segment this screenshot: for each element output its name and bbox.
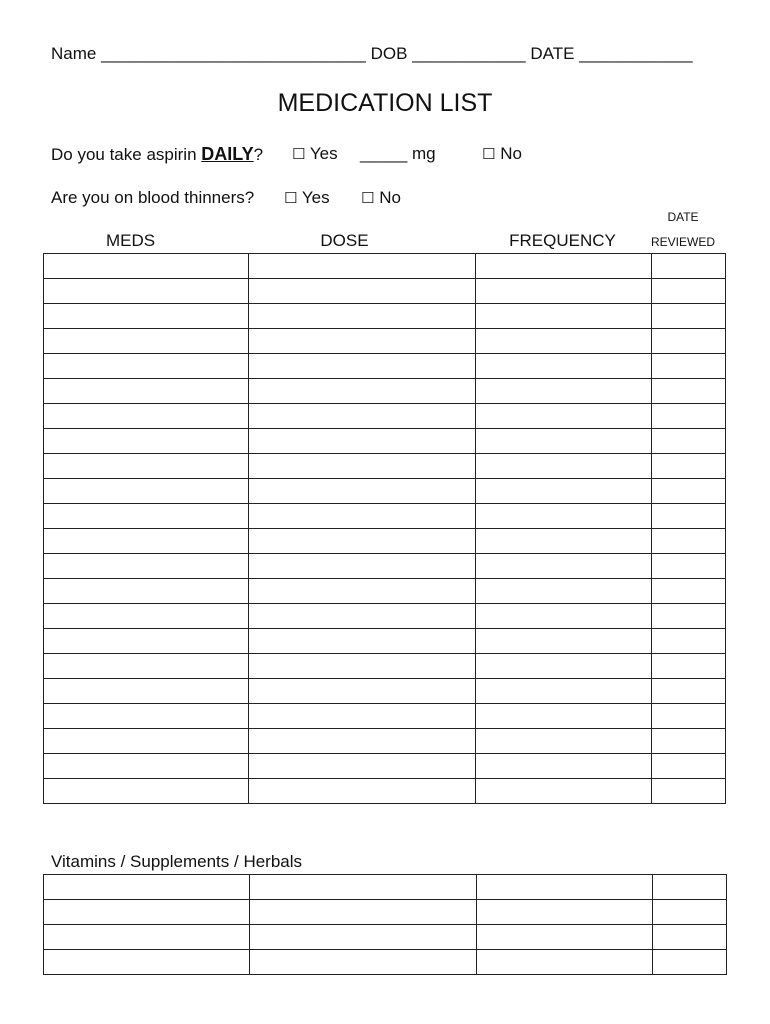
medication-frequency-cell[interactable]: [476, 404, 652, 429]
medication-dose-cell[interactable]: [249, 529, 476, 554]
blood-thinners-yes-option[interactable]: [284, 188, 330, 208]
aspirin-daily-emphasis: DAILY: [201, 144, 254, 164]
medication-dose-cell[interactable]: [249, 579, 476, 604]
medication-table-row: [44, 479, 726, 504]
medication-date-reviewed-cell[interactable]: [652, 654, 726, 679]
aspirin-yes-checkbox[interactable]: ☐: [292, 145, 306, 163]
supplements-table: [43, 874, 727, 975]
medication-date-reviewed-cell[interactable]: [652, 329, 726, 354]
aspirin-no-label: No: [500, 144, 522, 163]
medication-dose-cell[interactable]: [249, 654, 476, 679]
medication-date-reviewed-cell[interactable]: [652, 779, 726, 804]
supplement-frequency-cell[interactable]: [477, 875, 653, 900]
supplement-date-reviewed-cell[interactable]: [653, 875, 727, 900]
medication-dose-cell[interactable]: [249, 754, 476, 779]
medication-dose-cell[interactable]: [249, 404, 476, 429]
medication-dose-cell[interactable]: [249, 479, 476, 504]
medication-date-reviewed-cell[interactable]: [652, 254, 726, 279]
supplement-meds-cell[interactable]: [44, 925, 250, 950]
medication-dose-cell[interactable]: [249, 629, 476, 654]
supplement-frequency-cell[interactable]: [477, 925, 653, 950]
blood-thinners-no-label: No: [379, 188, 401, 207]
date-field[interactable]: ____________: [579, 44, 693, 63]
medication-table: [43, 253, 726, 804]
medication-frequency-cell[interactable]: [476, 529, 652, 554]
medication-date-reviewed-cell[interactable]: [652, 754, 726, 779]
medication-meds-cell[interactable]: [44, 629, 249, 654]
medication-date-reviewed-cell[interactable]: [652, 379, 726, 404]
dob-label: DOB: [370, 44, 408, 63]
medication-date-reviewed-cell[interactable]: [652, 429, 726, 454]
medication-table-row: [44, 404, 726, 429]
medication-table-row: [44, 754, 726, 779]
medication-date-reviewed-cell[interactable]: [652, 354, 726, 379]
blood-thinners-no-option[interactable]: [361, 188, 401, 208]
medication-date-reviewed-cell[interactable]: [652, 479, 726, 504]
supplements-heading: Vitamins / Supplements / Herbals: [51, 852, 303, 871]
medication-meds-cell[interactable]: [44, 254, 249, 279]
medication-frequency-cell[interactable]: [476, 779, 652, 804]
medication-table-row: [44, 429, 726, 454]
supplement-table-row: [44, 875, 727, 900]
supplement-table-row: [44, 900, 727, 925]
medication-dose-cell[interactable]: [249, 304, 476, 329]
date-reviewed-header-line1: DATE: [667, 210, 699, 224]
date-label: DATE: [530, 44, 575, 63]
date-reviewed-header-line2: REVIEWED: [650, 235, 715, 249]
medication-table-row: [44, 554, 726, 579]
medication-table-row: [44, 329, 726, 354]
medication-table-row: [44, 704, 726, 729]
medication-frequency-cell[interactable]: [476, 254, 652, 279]
dob-field[interactable]: ____________: [412, 44, 526, 63]
aspirin-yes-label: Yes: [309, 144, 338, 163]
supplement-meds-cell[interactable]: [44, 875, 250, 900]
medication-date-reviewed-cell[interactable]: [652, 404, 726, 429]
medication-dose-cell[interactable]: [249, 779, 476, 804]
supplement-meds-cell[interactable]: [44, 950, 250, 975]
medication-dose-cell[interactable]: [249, 504, 476, 529]
medication-frequency-cell[interactable]: [476, 454, 652, 479]
medication-table-row: [44, 729, 726, 754]
medication-date-reviewed-cell[interactable]: [652, 579, 726, 604]
supplement-dose-cell[interactable]: [250, 875, 477, 900]
supplement-table-row: [44, 925, 727, 950]
aspirin-no-option[interactable]: [482, 144, 522, 164]
medication-date-reviewed-cell[interactable]: [652, 604, 726, 629]
medication-meds-cell[interactable]: [44, 779, 249, 804]
medication-table-row: [44, 529, 726, 554]
medication-date-reviewed-cell[interactable]: [652, 704, 726, 729]
medication-meds-cell[interactable]: [44, 729, 249, 754]
supplement-date-reviewed-cell[interactable]: [653, 925, 727, 950]
medication-date-reviewed-cell[interactable]: [652, 729, 726, 754]
medication-dose-cell[interactable]: [249, 254, 476, 279]
medication-table-row: [44, 379, 726, 404]
aspirin-yes-option[interactable]: [292, 144, 338, 164]
dose-column-header: DOSE: [320, 231, 369, 250]
aspirin-question-prefix: Do you take aspirin: [51, 145, 197, 164]
name-field[interactable]: ____________________________: [101, 44, 366, 63]
aspirin-mg-unit: mg: [412, 144, 436, 163]
supplement-frequency-cell[interactable]: [477, 950, 653, 975]
medication-meds-cell[interactable]: [44, 354, 249, 379]
medication-date-reviewed-cell[interactable]: [652, 504, 726, 529]
name-label: Name: [51, 44, 97, 63]
medication-frequency-cell[interactable]: [476, 654, 652, 679]
medication-frequency-cell[interactable]: [476, 754, 652, 779]
medication-date-reviewed-cell[interactable]: [652, 629, 726, 654]
aspirin-mg-field[interactable]: _____: [360, 144, 408, 163]
supplement-frequency-cell[interactable]: [477, 900, 653, 925]
medication-table-row: [44, 254, 726, 279]
medication-table-row: [44, 779, 726, 804]
blood-thinners-question: Are you on blood thinners?: [51, 188, 255, 207]
medication-table-row: [44, 504, 726, 529]
medication-date-reviewed-cell[interactable]: [652, 454, 726, 479]
medication-table-row: [44, 629, 726, 654]
medication-meds-cell[interactable]: [44, 604, 249, 629]
medication-frequency-cell[interactable]: [476, 579, 652, 604]
medication-meds-cell[interactable]: [44, 429, 249, 454]
medication-dose-cell[interactable]: [249, 679, 476, 704]
supplement-dose-cell[interactable]: [250, 950, 477, 975]
medication-meds-cell[interactable]: [44, 504, 249, 529]
supplement-date-reviewed-cell[interactable]: [653, 900, 727, 925]
aspirin-question-suffix: ?: [253, 145, 264, 164]
supplement-table-row: [44, 950, 727, 975]
medication-dose-cell[interactable]: [249, 429, 476, 454]
medication-meds-cell[interactable]: [44, 679, 249, 704]
medication-frequency-cell[interactable]: [476, 304, 652, 329]
aspirin-no-checkbox[interactable]: ☐: [482, 145, 496, 163]
medication-meds-cell[interactable]: [44, 454, 249, 479]
medication-date-reviewed-cell[interactable]: [652, 304, 726, 329]
blood-thinners-no-checkbox[interactable]: ☐: [361, 189, 375, 207]
medication-meds-cell[interactable]: [44, 379, 249, 404]
supplement-dose-cell[interactable]: [250, 925, 477, 950]
medication-dose-cell[interactable]: [249, 554, 476, 579]
medication-table-row: [44, 654, 726, 679]
supplement-date-reviewed-cell[interactable]: [653, 950, 727, 975]
meds-column-header: MEDS: [105, 231, 156, 250]
frequency-column-header: FREQUENCY: [509, 231, 616, 250]
medication-date-reviewed-cell[interactable]: [652, 679, 726, 704]
medication-dose-cell[interactable]: [249, 279, 476, 304]
medication-frequency-cell[interactable]: [476, 629, 652, 654]
medication-meds-cell[interactable]: [44, 279, 249, 304]
page-title: MEDICATION LIST: [277, 89, 493, 117]
medication-frequency-cell[interactable]: [476, 279, 652, 304]
medication-date-reviewed-cell[interactable]: [652, 554, 726, 579]
medication-meds-cell[interactable]: [44, 529, 249, 554]
medication-meds-cell[interactable]: [44, 554, 249, 579]
medication-frequency-cell[interactable]: [476, 604, 652, 629]
medication-meds-cell[interactable]: [44, 329, 249, 354]
medication-date-reviewed-cell[interactable]: [652, 279, 726, 304]
medication-dose-cell[interactable]: [249, 604, 476, 629]
medication-dose-cell[interactable]: [249, 379, 476, 404]
medication-meds-cell[interactable]: [44, 754, 249, 779]
medication-frequency-cell[interactable]: [476, 429, 652, 454]
medication-table-row: [44, 679, 726, 704]
medication-meds-cell[interactable]: [44, 304, 249, 329]
medication-table-row: [44, 454, 726, 479]
blood-thinners-yes-label: Yes: [301, 188, 330, 207]
medication-frequency-cell[interactable]: [476, 679, 652, 704]
medication-frequency-cell[interactable]: [476, 354, 652, 379]
medication-dose-cell[interactable]: [249, 704, 476, 729]
medication-table-row: [44, 579, 726, 604]
medication-frequency-cell[interactable]: [476, 379, 652, 404]
medication-frequency-cell[interactable]: [476, 479, 652, 504]
medication-frequency-cell[interactable]: [476, 504, 652, 529]
medication-table-row: [44, 304, 726, 329]
medication-frequency-cell[interactable]: [476, 704, 652, 729]
medication-dose-cell[interactable]: [249, 329, 476, 354]
medication-table-row: [44, 279, 726, 304]
supplement-dose-cell[interactable]: [250, 900, 477, 925]
supplement-meds-cell[interactable]: [44, 900, 250, 925]
medication-meds-cell[interactable]: [44, 404, 249, 429]
medication-frequency-cell[interactable]: [476, 729, 652, 754]
medication-table-row: [44, 354, 726, 379]
medication-frequency-cell[interactable]: [476, 329, 652, 354]
medication-frequency-cell[interactable]: [476, 554, 652, 579]
medication-meds-cell[interactable]: [44, 704, 249, 729]
medication-dose-cell[interactable]: [249, 729, 476, 754]
blood-thinners-yes-checkbox[interactable]: ☐: [284, 189, 298, 207]
medication-meds-cell[interactable]: [44, 579, 249, 604]
medication-meds-cell[interactable]: [44, 479, 249, 504]
medication-date-reviewed-cell[interactable]: [652, 529, 726, 554]
aspirin-mg-field-group: [360, 144, 436, 164]
medication-table-row: [44, 604, 726, 629]
aspirin-question: [51, 144, 263, 165]
medication-dose-cell[interactable]: [249, 354, 476, 379]
medication-meds-cell[interactable]: [44, 654, 249, 679]
medication-dose-cell[interactable]: [249, 454, 476, 479]
patient-info-line: [51, 44, 693, 64]
